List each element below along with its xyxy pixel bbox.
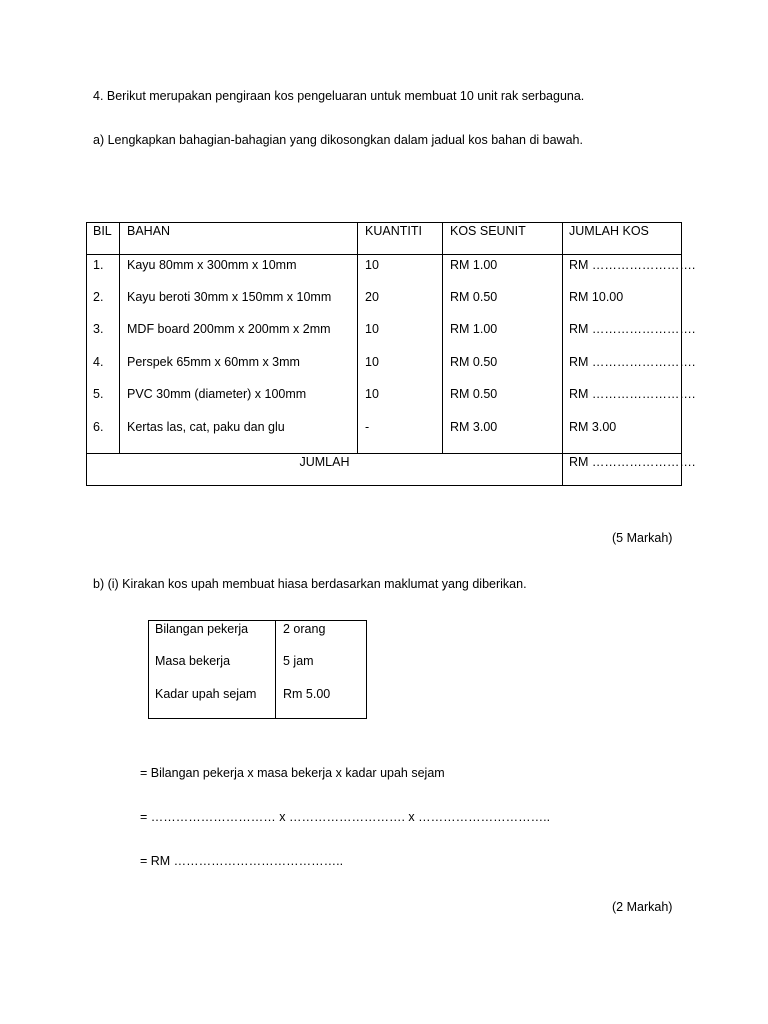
row-4-unit-cost: RM 0.50 xyxy=(450,355,498,369)
row-5-item: PVC 30mm (diameter) x 100mm xyxy=(127,387,307,401)
part-b-marks: (2 Markah) xyxy=(612,900,673,914)
labour-value-hours: 5 jam xyxy=(283,654,314,668)
row-4-total: RM ……………………. xyxy=(569,355,696,369)
working-substitution: = ………………………… x ………………………. x ………………………….. xyxy=(140,810,551,824)
part-a-marks: (5 Markah) xyxy=(612,531,673,545)
part-b-instruction: b) (i) Kirakan kos upah membuat hiasa berdasarkan maklumat yang diberikan. xyxy=(93,577,527,591)
header-bil: BIL xyxy=(93,224,112,238)
question-intro: 4. Berikut merupakan pengiraan kos pengeluaran untuk membuat 10 unit rak serbaguna. xyxy=(93,89,585,103)
row-5-unit-cost: RM 0.50 xyxy=(450,387,498,401)
row-3-item: MDF board 200mm x 200mm x 2mm xyxy=(127,322,331,336)
row-2-no: 2. xyxy=(93,290,104,304)
row-1-total: RM ……………………. xyxy=(569,258,696,272)
working-formula: = Bilangan pekerja x masa bekerja x kadar upah sejam xyxy=(140,766,445,780)
row-4-item: Perspek 65mm x 60mm x 3mm xyxy=(127,355,300,369)
row-6-qty: - xyxy=(365,420,370,434)
row-1-unit-cost: RM 1.00 xyxy=(450,258,498,272)
row-4-qty: 10 xyxy=(365,355,379,369)
row-5-total: RM ……………………. xyxy=(569,387,696,401)
row-6-no: 6. xyxy=(93,420,104,434)
row-2-qty: 20 xyxy=(365,290,379,304)
part-a-instruction: a) Lengkapkan bahagian-bahagian yang dikosongkan dalam jadual kos bahan di bawah. xyxy=(93,133,583,147)
row-3-total: RM ……………………. xyxy=(569,322,696,336)
row-6-item: Kertas las, cat, paku dan glu xyxy=(127,420,285,434)
row-2-unit-cost: RM 0.50 xyxy=(450,290,498,304)
row-2-item: Kayu beroti 30mm x 150mm x 10mm xyxy=(127,290,332,304)
labour-value-rate: Rm 5.00 xyxy=(283,687,331,701)
labour-label-workers: Bilangan pekerja xyxy=(155,622,249,636)
row-2-total: RM 10.00 xyxy=(569,290,624,304)
row-1-qty: 10 xyxy=(365,258,379,272)
header-kos-seunit: KOS SEUNIT xyxy=(450,224,526,238)
row-3-qty: 10 xyxy=(365,322,379,336)
labour-value-workers: 2 orang xyxy=(283,622,326,636)
header-jumlah-kos: JUMLAH KOS xyxy=(569,224,649,238)
labour-label-hours: Masa bekerja xyxy=(155,654,231,668)
table-footer-label: JUMLAH xyxy=(299,455,350,469)
row-6-unit-cost: RM 3.00 xyxy=(450,420,498,434)
row-3-unit-cost: RM 1.00 xyxy=(450,322,498,336)
row-1-item: Kayu 80mm x 300mm x 10mm xyxy=(127,258,297,272)
header-kuantiti: KUANTITI xyxy=(365,224,422,238)
row-6-total: RM 3.00 xyxy=(569,420,617,434)
header-bahan: BAHAN xyxy=(127,224,171,238)
row-4-no: 4. xyxy=(93,355,104,369)
row-3-no: 3. xyxy=(93,322,104,336)
labour-label-rate: Kadar upah sejam xyxy=(155,687,257,701)
table-footer-total: RM ……………………. xyxy=(569,455,696,469)
row-5-no: 5. xyxy=(93,387,104,401)
working-result: = RM ………………………………….. xyxy=(140,854,344,868)
row-1-no: 1. xyxy=(93,258,104,272)
row-5-qty: 10 xyxy=(365,387,379,401)
